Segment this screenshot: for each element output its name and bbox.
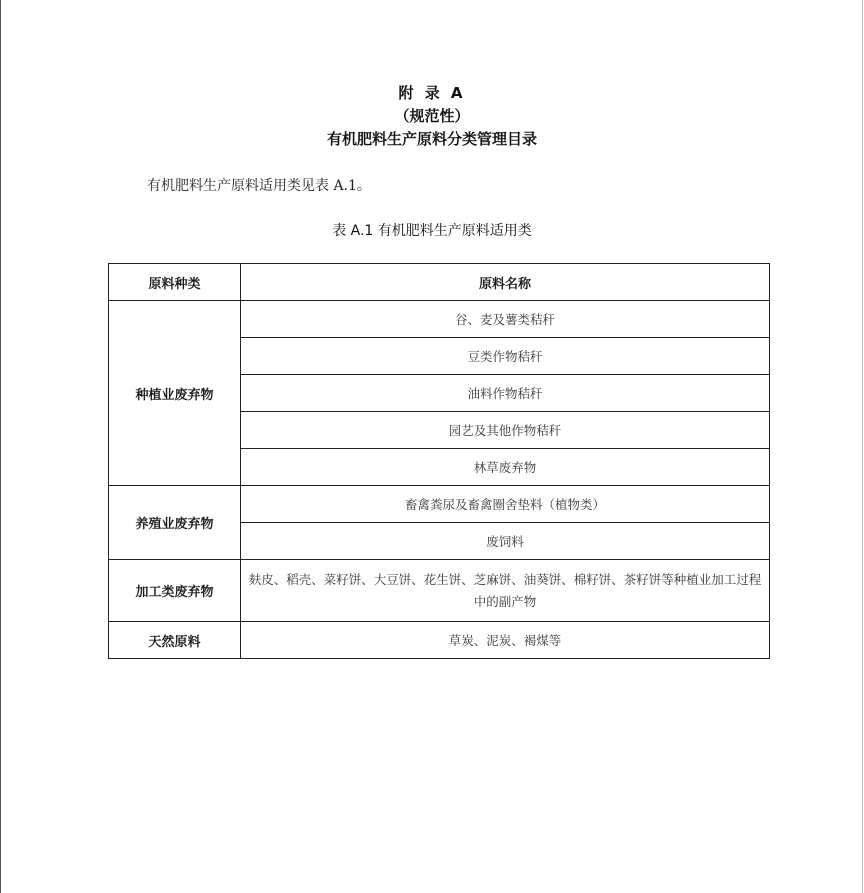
table-caption: 表 A.1 有机肥料生产原料适用类: [332, 223, 532, 239]
material-cell: 林草废弃物: [241, 449, 770, 486]
table-row: [109, 560, 770, 622]
appendix-title: 附 录 A: [398, 84, 466, 102]
category-cell: 养殖业废弃物: [109, 486, 241, 560]
category-cell: 天然原料: [109, 622, 241, 659]
materials-table: [108, 263, 770, 659]
table-row: [109, 486, 770, 523]
table-row: [109, 622, 770, 659]
material-cell: 园艺及其他作物秸秆: [241, 412, 770, 449]
appendix-subject: 有机肥料生产原料分类管理目录: [326, 130, 537, 148]
material-cell: 油料作物秸秆: [241, 375, 770, 412]
appendix-nature: （规范性）: [394, 107, 470, 125]
intro-paragraph: 有机肥料生产原料适用类见表 A.1。: [147, 178, 371, 194]
header-category: 原料种类: [109, 264, 241, 301]
table-header-row: [109, 264, 770, 301]
category-cell: 加工类废弃物: [109, 560, 241, 622]
material-cell: 草炭、泥炭、褐煤等: [241, 622, 770, 659]
material-cell: 谷、麦及薯类秸秆: [241, 301, 770, 338]
material-cell: 废饲料: [241, 523, 770, 560]
table-row: [109, 301, 770, 338]
category-cell: 种植业废弃物: [109, 301, 241, 486]
material-cell: 豆类作物秸秆: [241, 338, 770, 375]
material-cell: 畜禽粪尿及畜禽圈舍垫料（植物类）: [241, 486, 770, 523]
material-cell: 麸皮、稻壳、菜籽饼、大豆饼、花生饼、芝麻饼、油葵饼、棉籽饼、茶籽饼等种植业加工过程中的副产物: [241, 560, 770, 622]
header-material-name: 原料名称: [241, 264, 770, 301]
